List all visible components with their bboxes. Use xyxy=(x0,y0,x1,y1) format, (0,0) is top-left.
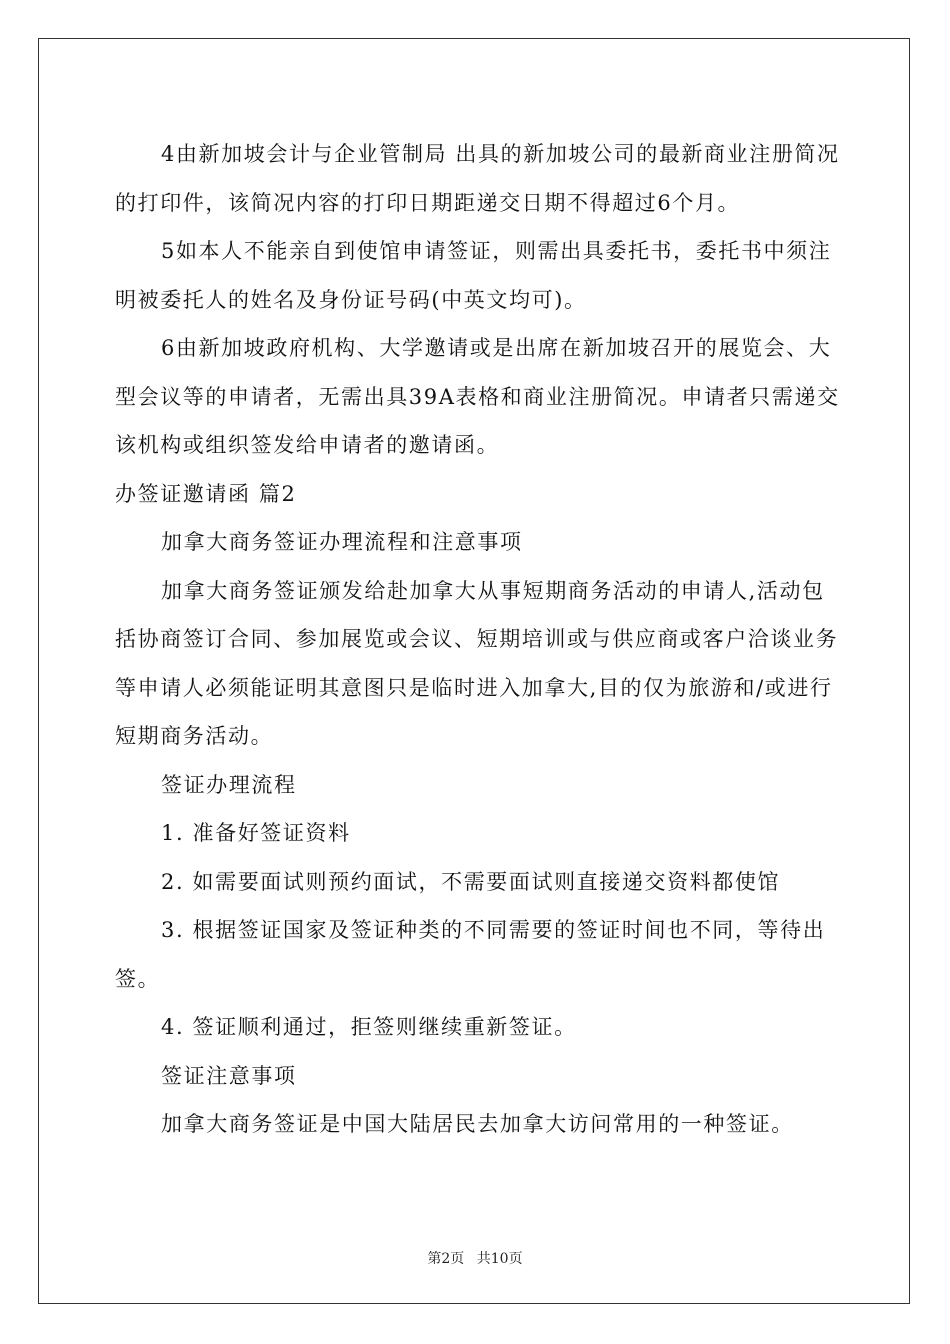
page-footer xyxy=(0,1248,950,1268)
paragraph-title: 加拿大商务签证办理流程和注意事项 xyxy=(161,530,523,554)
paragraph-1: 4由新加坡会计与企业管制局 出具的新加坡公司的最新商业注册简况的打印件，该简况内容的打印日期距递交日期不得超过6个月。 xyxy=(115,142,840,215)
paragraph-intro: 加拿大商务签证颁发给赴加拿大从事短期商务活动的申请人,活动包括协商签订合同、参加展览或会议、短期培训或与供应商或客户洽谈业务等申请人必须能证明其意图只是临时进入加拿大,目的仅为旅游和/或进行短期商务活动。 xyxy=(115,578,839,748)
step-3: 3. 根据签证国家及签证种类的不同需要的签证时间也不同，等待出签。 xyxy=(115,918,826,991)
step-2: 2. 如需要面试则预约面试，不需要面试则直接递交资料都使馆 xyxy=(161,869,781,894)
section-heading: 办签证邀请函 篇2 xyxy=(115,481,297,506)
document-body xyxy=(115,130,840,1149)
step-4: 4. 签证顺利通过，拒签则继续重新签证。 xyxy=(161,1015,577,1039)
subheading-process: 签证办理流程 xyxy=(161,772,297,797)
step-1: 1. 准备好签证资料 xyxy=(161,821,351,845)
page-total: 共10页 xyxy=(476,1251,523,1267)
paragraph-3: 6由新加坡政府机构、大学邀请或是出席在新加坡召开的展览会、大型会议等的申请者，无需出具39A表格和商业注册简况。申请者只需递交该机构或组织签发给申请者的邀请函。 xyxy=(115,336,840,457)
subheading-notes: 签证注意事项 xyxy=(161,1063,297,1088)
paragraph-2: 5如本人不能亲自到使馆申请签证，则需出具委托书，委托书中须注明被委托人的姓名及身份证号码(中英文均可)。 xyxy=(115,239,832,312)
page-number: 第2页 xyxy=(427,1251,465,1267)
paragraph-notes: 加拿大商务签证是中国大陆居民去加拿大访问常用的一种签证。 xyxy=(161,1112,794,1136)
